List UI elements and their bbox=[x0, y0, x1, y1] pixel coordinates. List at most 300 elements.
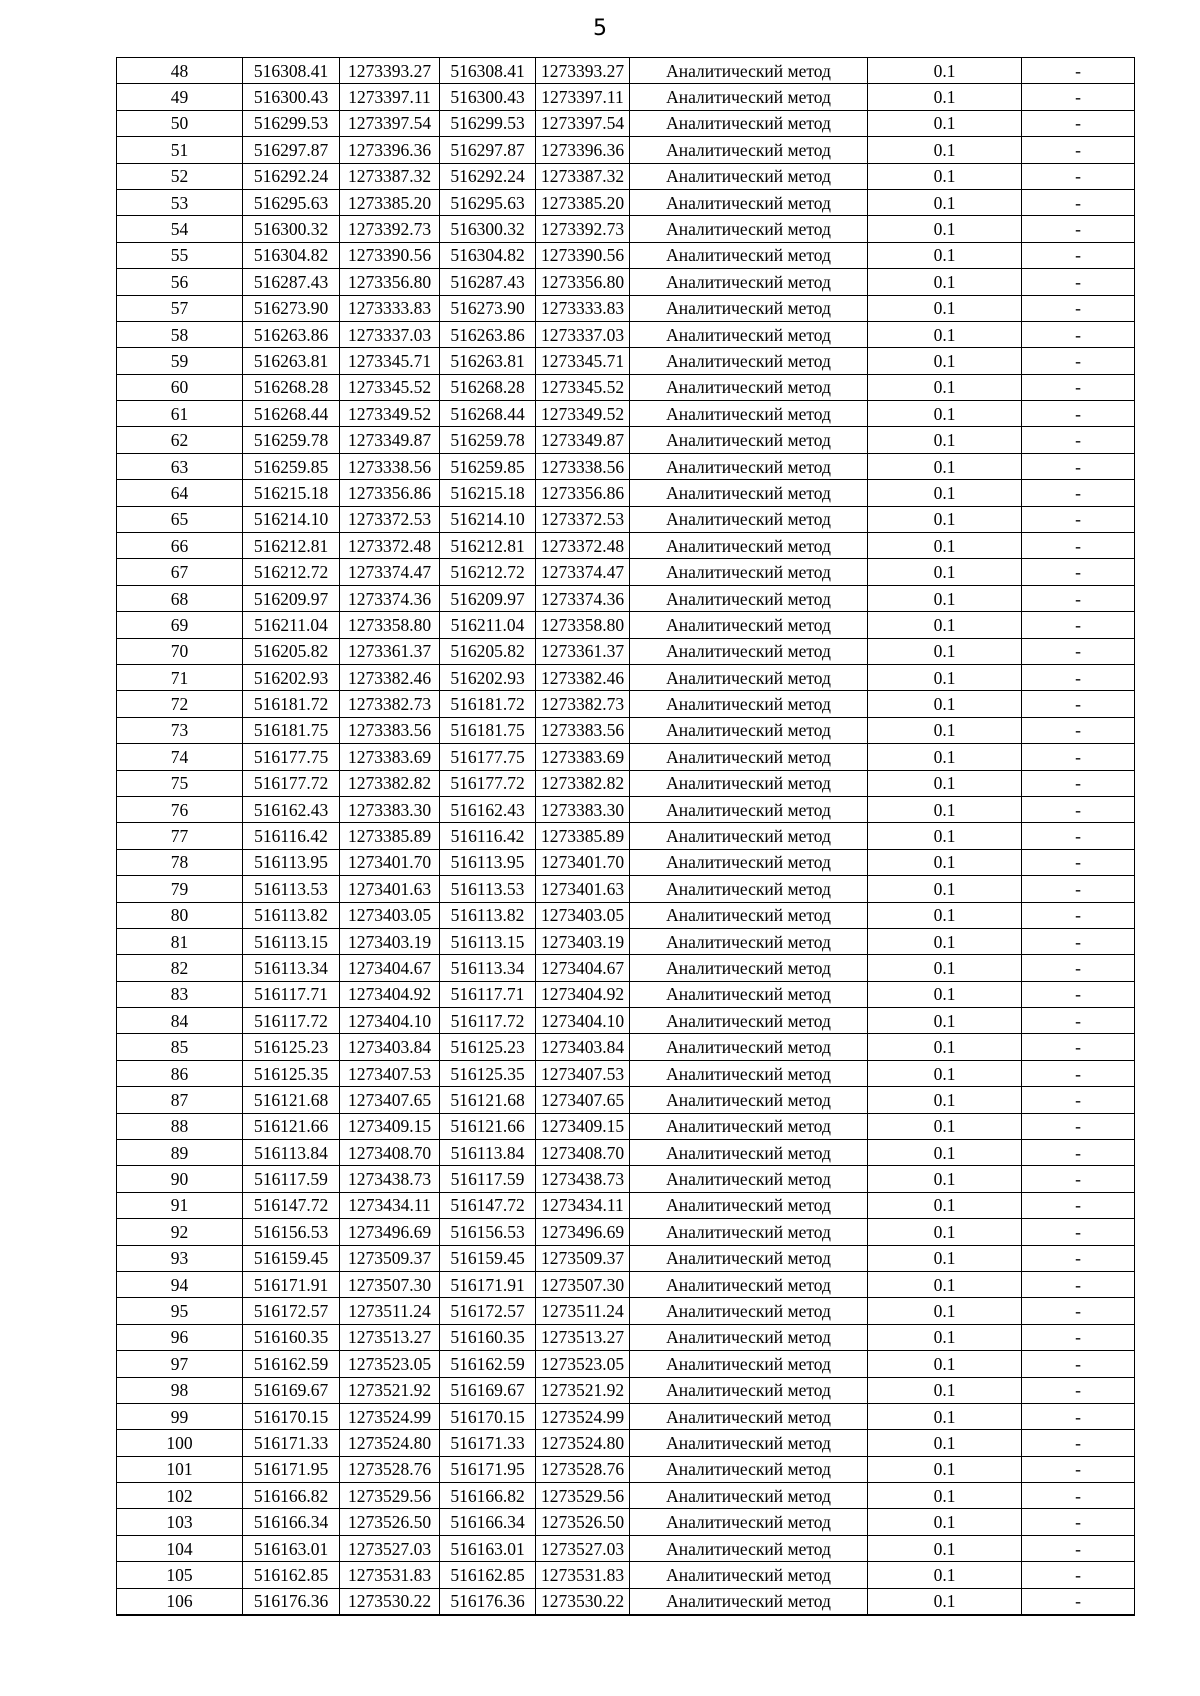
note-cell: - bbox=[1022, 770, 1135, 796]
y-existing-cell: 1273404.92 bbox=[340, 981, 440, 1007]
accuracy-cell: 0.1 bbox=[868, 110, 1022, 136]
method-cell: Аналитический метод bbox=[630, 849, 868, 875]
x-existing-cell: 516113.82 bbox=[243, 902, 340, 928]
accuracy-cell: 0.1 bbox=[868, 1430, 1022, 1456]
note-cell: - bbox=[1022, 1271, 1135, 1297]
method-cell: Аналитический метод bbox=[630, 1219, 868, 1245]
table-row bbox=[117, 1034, 1135, 1060]
accuracy-cell: 0.1 bbox=[868, 295, 1022, 321]
x-existing-cell: 516300.32 bbox=[243, 216, 340, 242]
x-existing-cell: 516171.95 bbox=[243, 1456, 340, 1482]
note-cell: - bbox=[1022, 1456, 1135, 1482]
x-existing-cell: 516209.97 bbox=[243, 585, 340, 611]
y-new-cell: 1273397.54 bbox=[536, 110, 630, 136]
y-new-cell: 1273345.52 bbox=[536, 374, 630, 400]
table-row bbox=[117, 321, 1135, 347]
y-existing-cell: 1273401.63 bbox=[340, 876, 440, 902]
x-existing-cell: 516259.78 bbox=[243, 427, 340, 453]
y-existing-cell: 1273401.70 bbox=[340, 849, 440, 875]
x-existing-cell: 516300.43 bbox=[243, 84, 340, 110]
accuracy-cell: 0.1 bbox=[868, 717, 1022, 743]
note-cell: - bbox=[1022, 1008, 1135, 1034]
x-existing-cell: 516116.42 bbox=[243, 823, 340, 849]
y-new-cell: 1273338.56 bbox=[536, 453, 630, 479]
y-new-cell: 1273374.47 bbox=[536, 559, 630, 585]
y-existing-cell: 1273529.56 bbox=[340, 1483, 440, 1509]
x-new-cell: 516292.24 bbox=[440, 163, 536, 189]
table-row bbox=[117, 612, 1135, 638]
note-cell: - bbox=[1022, 1483, 1135, 1509]
table-row bbox=[117, 163, 1135, 189]
y-new-cell: 1273401.63 bbox=[536, 876, 630, 902]
y-existing-cell: 1273333.83 bbox=[340, 295, 440, 321]
method-cell: Аналитический метод bbox=[630, 770, 868, 796]
point-number-cell: 54 bbox=[117, 216, 243, 242]
note-cell: - bbox=[1022, 612, 1135, 638]
table-row bbox=[117, 691, 1135, 717]
x-new-cell: 516162.43 bbox=[440, 796, 536, 822]
x-new-cell: 516202.93 bbox=[440, 664, 536, 690]
point-number-cell: 58 bbox=[117, 321, 243, 347]
table-row bbox=[117, 1140, 1135, 1166]
x-new-cell: 516259.85 bbox=[440, 453, 536, 479]
table-row bbox=[117, 796, 1135, 822]
point-number-cell: 97 bbox=[117, 1351, 243, 1377]
point-number-cell: 105 bbox=[117, 1562, 243, 1588]
point-number-cell: 75 bbox=[117, 770, 243, 796]
x-new-cell: 516162.85 bbox=[440, 1562, 536, 1588]
note-cell: - bbox=[1022, 533, 1135, 559]
note-cell: - bbox=[1022, 163, 1135, 189]
table-row bbox=[117, 348, 1135, 374]
x-new-cell: 516121.66 bbox=[440, 1113, 536, 1139]
x-existing-cell: 516121.66 bbox=[243, 1113, 340, 1139]
accuracy-cell: 0.1 bbox=[868, 216, 1022, 242]
x-existing-cell: 516287.43 bbox=[243, 269, 340, 295]
y-new-cell: 1273361.37 bbox=[536, 638, 630, 664]
accuracy-cell: 0.1 bbox=[868, 744, 1022, 770]
x-new-cell: 516163.01 bbox=[440, 1535, 536, 1561]
y-new-cell: 1273524.99 bbox=[536, 1403, 630, 1429]
point-number-cell: 66 bbox=[117, 533, 243, 559]
note-cell: - bbox=[1022, 348, 1135, 374]
y-new-cell: 1273526.50 bbox=[536, 1509, 630, 1535]
x-new-cell: 516117.71 bbox=[440, 981, 536, 1007]
x-existing-cell: 516177.72 bbox=[243, 770, 340, 796]
table-row bbox=[117, 216, 1135, 242]
x-new-cell: 516121.68 bbox=[440, 1087, 536, 1113]
note-cell: - bbox=[1022, 321, 1135, 347]
x-existing-cell: 516121.68 bbox=[243, 1087, 340, 1113]
accuracy-cell: 0.1 bbox=[868, 506, 1022, 532]
y-existing-cell: 1273361.37 bbox=[340, 638, 440, 664]
table-row bbox=[117, 664, 1135, 690]
note-cell: - bbox=[1022, 480, 1135, 506]
y-new-cell: 1273527.03 bbox=[536, 1535, 630, 1561]
y-new-cell: 1273383.56 bbox=[536, 717, 630, 743]
y-existing-cell: 1273438.73 bbox=[340, 1166, 440, 1192]
method-cell: Аналитический метод bbox=[630, 902, 868, 928]
x-new-cell: 516176.36 bbox=[440, 1588, 536, 1615]
y-new-cell: 1273356.80 bbox=[536, 269, 630, 295]
point-number-cell: 48 bbox=[117, 58, 243, 84]
method-cell: Аналитический метод bbox=[630, 1245, 868, 1271]
table-row bbox=[117, 928, 1135, 954]
x-existing-cell: 516273.90 bbox=[243, 295, 340, 321]
point-number-cell: 52 bbox=[117, 163, 243, 189]
y-new-cell: 1273434.11 bbox=[536, 1192, 630, 1218]
accuracy-cell: 0.1 bbox=[868, 1060, 1022, 1086]
x-existing-cell: 516117.72 bbox=[243, 1008, 340, 1034]
note-cell: - bbox=[1022, 1430, 1135, 1456]
x-new-cell: 516215.18 bbox=[440, 480, 536, 506]
x-new-cell: 516300.32 bbox=[440, 216, 536, 242]
y-existing-cell: 1273524.80 bbox=[340, 1430, 440, 1456]
x-existing-cell: 516113.95 bbox=[243, 849, 340, 875]
note-cell: - bbox=[1022, 1166, 1135, 1192]
method-cell: Аналитический метод bbox=[630, 1509, 868, 1535]
note-cell: - bbox=[1022, 664, 1135, 690]
y-new-cell: 1273496.69 bbox=[536, 1219, 630, 1245]
accuracy-cell: 0.1 bbox=[868, 1588, 1022, 1615]
x-new-cell: 516116.42 bbox=[440, 823, 536, 849]
accuracy-cell: 0.1 bbox=[868, 612, 1022, 638]
y-new-cell: 1273349.52 bbox=[536, 401, 630, 427]
accuracy-cell: 0.1 bbox=[868, 1113, 1022, 1139]
y-new-cell: 1273531.83 bbox=[536, 1562, 630, 1588]
y-new-cell: 1273521.92 bbox=[536, 1377, 630, 1403]
table-row bbox=[117, 1351, 1135, 1377]
table-row bbox=[117, 559, 1135, 585]
table-row bbox=[117, 533, 1135, 559]
table-row bbox=[117, 1562, 1135, 1588]
point-number-cell: 83 bbox=[117, 981, 243, 1007]
x-new-cell: 516170.15 bbox=[440, 1403, 536, 1429]
y-new-cell: 1273374.36 bbox=[536, 585, 630, 611]
accuracy-cell: 0.1 bbox=[868, 533, 1022, 559]
table-row bbox=[117, 1060, 1135, 1086]
y-new-cell: 1273358.80 bbox=[536, 612, 630, 638]
y-existing-cell: 1273345.52 bbox=[340, 374, 440, 400]
x-existing-cell: 516259.85 bbox=[243, 453, 340, 479]
point-number-cell: 104 bbox=[117, 1535, 243, 1561]
x-new-cell: 516295.63 bbox=[440, 189, 536, 215]
x-existing-cell: 516159.45 bbox=[243, 1245, 340, 1271]
y-existing-cell: 1273404.10 bbox=[340, 1008, 440, 1034]
table-row bbox=[117, 269, 1135, 295]
method-cell: Аналитический метод bbox=[630, 1034, 868, 1060]
y-new-cell: 1273385.20 bbox=[536, 189, 630, 215]
table-row bbox=[117, 1087, 1135, 1113]
x-existing-cell: 516113.34 bbox=[243, 955, 340, 981]
note-cell: - bbox=[1022, 1403, 1135, 1429]
accuracy-cell: 0.1 bbox=[868, 559, 1022, 585]
table-row bbox=[117, 1588, 1135, 1615]
x-existing-cell: 516125.35 bbox=[243, 1060, 340, 1086]
note-cell: - bbox=[1022, 1034, 1135, 1060]
accuracy-cell: 0.1 bbox=[868, 480, 1022, 506]
accuracy-cell: 0.1 bbox=[868, 955, 1022, 981]
accuracy-cell: 0.1 bbox=[868, 1403, 1022, 1429]
x-existing-cell: 516162.59 bbox=[243, 1351, 340, 1377]
table-row bbox=[117, 1535, 1135, 1561]
y-new-cell: 1273409.15 bbox=[536, 1113, 630, 1139]
y-existing-cell: 1273345.71 bbox=[340, 348, 440, 374]
x-new-cell: 516212.72 bbox=[440, 559, 536, 585]
method-cell: Аналитический метод bbox=[630, 1562, 868, 1588]
x-existing-cell: 516160.35 bbox=[243, 1324, 340, 1350]
method-cell: Аналитический метод bbox=[630, 1483, 868, 1509]
accuracy-cell: 0.1 bbox=[868, 902, 1022, 928]
note-cell: - bbox=[1022, 427, 1135, 453]
x-new-cell: 516162.59 bbox=[440, 1351, 536, 1377]
method-cell: Аналитический метод bbox=[630, 1351, 868, 1377]
y-existing-cell: 1273530.22 bbox=[340, 1588, 440, 1615]
note-cell: - bbox=[1022, 58, 1135, 84]
accuracy-cell: 0.1 bbox=[868, 1562, 1022, 1588]
accuracy-cell: 0.1 bbox=[868, 1008, 1022, 1034]
y-existing-cell: 1273393.27 bbox=[340, 58, 440, 84]
y-new-cell: 1273382.73 bbox=[536, 691, 630, 717]
x-existing-cell: 516215.18 bbox=[243, 480, 340, 506]
accuracy-cell: 0.1 bbox=[868, 1192, 1022, 1218]
accuracy-cell: 0.1 bbox=[868, 981, 1022, 1007]
y-new-cell: 1273333.83 bbox=[536, 295, 630, 321]
method-cell: Аналитический метод bbox=[630, 691, 868, 717]
point-number-cell: 59 bbox=[117, 348, 243, 374]
table-row bbox=[117, 110, 1135, 136]
accuracy-cell: 0.1 bbox=[868, 1324, 1022, 1350]
point-number-cell: 61 bbox=[117, 401, 243, 427]
y-existing-cell: 1273531.83 bbox=[340, 1562, 440, 1588]
y-existing-cell: 1273338.56 bbox=[340, 453, 440, 479]
method-cell: Аналитический метод bbox=[630, 559, 868, 585]
point-number-cell: 85 bbox=[117, 1034, 243, 1060]
y-new-cell: 1273507.30 bbox=[536, 1271, 630, 1297]
method-cell: Аналитический метод bbox=[630, 137, 868, 163]
note-cell: - bbox=[1022, 691, 1135, 717]
x-existing-cell: 516113.15 bbox=[243, 928, 340, 954]
note-cell: - bbox=[1022, 137, 1135, 163]
method-cell: Аналитический метод bbox=[630, 1087, 868, 1113]
accuracy-cell: 0.1 bbox=[868, 401, 1022, 427]
note-cell: - bbox=[1022, 559, 1135, 585]
x-existing-cell: 516292.24 bbox=[243, 163, 340, 189]
y-new-cell: 1273387.32 bbox=[536, 163, 630, 189]
y-existing-cell: 1273528.76 bbox=[340, 1456, 440, 1482]
x-existing-cell: 516299.53 bbox=[243, 110, 340, 136]
note-cell: - bbox=[1022, 638, 1135, 664]
accuracy-cell: 0.1 bbox=[868, 1087, 1022, 1113]
table-row bbox=[117, 1483, 1135, 1509]
x-new-cell: 516268.28 bbox=[440, 374, 536, 400]
x-new-cell: 516113.15 bbox=[440, 928, 536, 954]
table-row bbox=[117, 58, 1135, 84]
table-row bbox=[117, 823, 1135, 849]
note-cell: - bbox=[1022, 1192, 1135, 1218]
x-existing-cell: 516163.01 bbox=[243, 1535, 340, 1561]
note-cell: - bbox=[1022, 1535, 1135, 1561]
y-existing-cell: 1273403.84 bbox=[340, 1034, 440, 1060]
x-existing-cell: 516176.36 bbox=[243, 1588, 340, 1615]
x-new-cell: 516117.59 bbox=[440, 1166, 536, 1192]
method-cell: Аналитический метод bbox=[630, 1113, 868, 1139]
note-cell: - bbox=[1022, 1140, 1135, 1166]
y-new-cell: 1273372.48 bbox=[536, 533, 630, 559]
method-cell: Аналитический метод bbox=[630, 928, 868, 954]
x-new-cell: 516205.82 bbox=[440, 638, 536, 664]
point-number-cell: 98 bbox=[117, 1377, 243, 1403]
y-existing-cell: 1273372.53 bbox=[340, 506, 440, 532]
note-cell: - bbox=[1022, 1509, 1135, 1535]
note-cell: - bbox=[1022, 744, 1135, 770]
x-existing-cell: 516117.71 bbox=[243, 981, 340, 1007]
table-row bbox=[117, 401, 1135, 427]
method-cell: Аналитический метод bbox=[630, 717, 868, 743]
point-number-cell: 88 bbox=[117, 1113, 243, 1139]
x-existing-cell: 516171.33 bbox=[243, 1430, 340, 1456]
x-existing-cell: 516166.82 bbox=[243, 1483, 340, 1509]
method-cell: Аналитический метод bbox=[630, 321, 868, 347]
page-number: 5 bbox=[593, 16, 607, 41]
method-cell: Аналитический метод bbox=[630, 744, 868, 770]
x-new-cell: 516299.53 bbox=[440, 110, 536, 136]
point-number-cell: 53 bbox=[117, 189, 243, 215]
y-new-cell: 1273397.11 bbox=[536, 84, 630, 110]
x-existing-cell: 516181.72 bbox=[243, 691, 340, 717]
point-number-cell: 87 bbox=[117, 1087, 243, 1113]
y-existing-cell: 1273521.92 bbox=[340, 1377, 440, 1403]
note-cell: - bbox=[1022, 823, 1135, 849]
method-cell: Аналитический метод bbox=[630, 1166, 868, 1192]
y-existing-cell: 1273523.05 bbox=[340, 1351, 440, 1377]
table-row bbox=[117, 189, 1135, 215]
method-cell: Аналитический метод bbox=[630, 1140, 868, 1166]
point-number-cell: 99 bbox=[117, 1403, 243, 1429]
note-cell: - bbox=[1022, 216, 1135, 242]
accuracy-cell: 0.1 bbox=[868, 453, 1022, 479]
x-existing-cell: 516263.86 bbox=[243, 321, 340, 347]
point-number-cell: 93 bbox=[117, 1245, 243, 1271]
accuracy-cell: 0.1 bbox=[868, 348, 1022, 374]
accuracy-cell: 0.1 bbox=[868, 664, 1022, 690]
point-number-cell: 100 bbox=[117, 1430, 243, 1456]
x-new-cell: 516166.34 bbox=[440, 1509, 536, 1535]
point-number-cell: 86 bbox=[117, 1060, 243, 1086]
method-cell: Аналитический метод bbox=[630, 533, 868, 559]
note-cell: - bbox=[1022, 1245, 1135, 1271]
method-cell: Аналитический метод bbox=[630, 242, 868, 268]
x-existing-cell: 516297.87 bbox=[243, 137, 340, 163]
x-new-cell: 516113.84 bbox=[440, 1140, 536, 1166]
y-existing-cell: 1273526.50 bbox=[340, 1509, 440, 1535]
table-row bbox=[117, 1008, 1135, 1034]
coordinates-table bbox=[116, 57, 1135, 1616]
x-new-cell: 516166.82 bbox=[440, 1483, 536, 1509]
table-row bbox=[117, 1113, 1135, 1139]
accuracy-cell: 0.1 bbox=[868, 1271, 1022, 1297]
y-new-cell: 1273408.70 bbox=[536, 1140, 630, 1166]
table-row bbox=[117, 744, 1135, 770]
y-existing-cell: 1273382.73 bbox=[340, 691, 440, 717]
table-row bbox=[117, 1192, 1135, 1218]
note-cell: - bbox=[1022, 374, 1135, 400]
point-number-cell: 57 bbox=[117, 295, 243, 321]
note-cell: - bbox=[1022, 269, 1135, 295]
method-cell: Аналитический метод bbox=[630, 1324, 868, 1350]
method-cell: Аналитический метод bbox=[630, 163, 868, 189]
y-new-cell: 1273345.71 bbox=[536, 348, 630, 374]
x-existing-cell: 516212.81 bbox=[243, 533, 340, 559]
note-cell: - bbox=[1022, 1219, 1135, 1245]
accuracy-cell: 0.1 bbox=[868, 58, 1022, 84]
x-existing-cell: 516125.23 bbox=[243, 1034, 340, 1060]
method-cell: Аналитический метод bbox=[630, 348, 868, 374]
table-row bbox=[117, 1456, 1135, 1482]
y-new-cell: 1273403.05 bbox=[536, 902, 630, 928]
method-cell: Аналитический метод bbox=[630, 506, 868, 532]
point-number-cell: 56 bbox=[117, 269, 243, 295]
method-cell: Аналитический метод bbox=[630, 453, 868, 479]
y-new-cell: 1273407.65 bbox=[536, 1087, 630, 1113]
table-row bbox=[117, 1403, 1135, 1429]
accuracy-cell: 0.1 bbox=[868, 1377, 1022, 1403]
accuracy-cell: 0.1 bbox=[868, 796, 1022, 822]
x-new-cell: 516171.91 bbox=[440, 1271, 536, 1297]
y-new-cell: 1273524.80 bbox=[536, 1430, 630, 1456]
y-existing-cell: 1273349.52 bbox=[340, 401, 440, 427]
y-new-cell: 1273513.27 bbox=[536, 1324, 630, 1350]
y-existing-cell: 1273509.37 bbox=[340, 1245, 440, 1271]
note-cell: - bbox=[1022, 902, 1135, 928]
method-cell: Аналитический метод bbox=[630, 1403, 868, 1429]
method-cell: Аналитический метод bbox=[630, 1430, 868, 1456]
note-cell: - bbox=[1022, 84, 1135, 110]
x-new-cell: 516211.04 bbox=[440, 612, 536, 638]
x-new-cell: 516172.57 bbox=[440, 1298, 536, 1324]
point-number-cell: 63 bbox=[117, 453, 243, 479]
x-new-cell: 516273.90 bbox=[440, 295, 536, 321]
y-existing-cell: 1273397.11 bbox=[340, 84, 440, 110]
point-number-cell: 103 bbox=[117, 1509, 243, 1535]
x-new-cell: 516304.82 bbox=[440, 242, 536, 268]
y-existing-cell: 1273409.15 bbox=[340, 1113, 440, 1139]
y-new-cell: 1273383.69 bbox=[536, 744, 630, 770]
y-existing-cell: 1273407.53 bbox=[340, 1060, 440, 1086]
accuracy-cell: 0.1 bbox=[868, 691, 1022, 717]
point-number-cell: 60 bbox=[117, 374, 243, 400]
method-cell: Аналитический метод bbox=[630, 295, 868, 321]
table-row bbox=[117, 84, 1135, 110]
x-existing-cell: 516205.82 bbox=[243, 638, 340, 664]
point-number-cell: 49 bbox=[117, 84, 243, 110]
accuracy-cell: 0.1 bbox=[868, 163, 1022, 189]
x-new-cell: 516171.33 bbox=[440, 1430, 536, 1456]
point-number-cell: 69 bbox=[117, 612, 243, 638]
point-number-cell: 79 bbox=[117, 876, 243, 902]
table-row bbox=[117, 374, 1135, 400]
x-existing-cell: 516113.84 bbox=[243, 1140, 340, 1166]
y-existing-cell: 1273513.27 bbox=[340, 1324, 440, 1350]
table-row bbox=[117, 480, 1135, 506]
table-row bbox=[117, 770, 1135, 796]
table-row bbox=[117, 242, 1135, 268]
note-cell: - bbox=[1022, 1562, 1135, 1588]
y-existing-cell: 1273356.80 bbox=[340, 269, 440, 295]
x-new-cell: 516159.45 bbox=[440, 1245, 536, 1271]
x-new-cell: 516212.81 bbox=[440, 533, 536, 559]
y-new-cell: 1273385.89 bbox=[536, 823, 630, 849]
